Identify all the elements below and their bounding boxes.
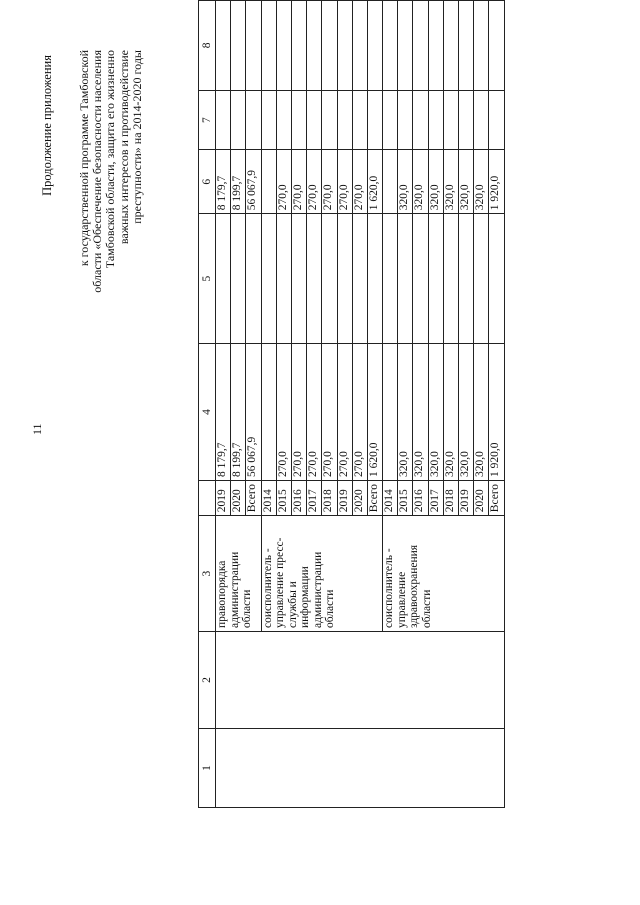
cell-col7 (443, 90, 458, 150)
value-cell: 8 199,7 (231, 150, 246, 214)
col-header-8: 8 (199, 1, 216, 91)
value-cell: 56 067,9 (246, 150, 261, 214)
total-cell: 320,0 (428, 344, 443, 481)
col-header-5: 5 (199, 214, 216, 344)
cell-col5 (216, 214, 231, 344)
year-cell: 2018 (443, 481, 458, 516)
cell-col5 (489, 214, 504, 344)
cell-col5 (443, 214, 458, 344)
cell-col5 (307, 214, 322, 344)
cell-col2 (216, 632, 505, 729)
executor-cell: соисполнитель - управление пресс-службы и информации администрации области (261, 516, 383, 632)
cell-col7 (352, 90, 367, 150)
col-header-4: 4 (199, 344, 216, 481)
cell-col8 (322, 1, 337, 91)
cell-col8 (231, 1, 246, 91)
col-header-1: 1 (199, 728, 216, 807)
total-cell: 8 179,7 (216, 344, 231, 481)
cell-col8 (216, 1, 231, 91)
cell-col7 (216, 90, 231, 150)
total-cell: 320,0 (443, 344, 458, 481)
cell-col5 (261, 214, 276, 344)
year-cell: 2018 (322, 481, 337, 516)
col-header-6: 6 (199, 150, 216, 214)
value-cell: 270,0 (337, 150, 352, 214)
year-cell: 2014 (383, 481, 398, 516)
total-cell (383, 344, 398, 481)
cell-col8 (246, 1, 261, 91)
cell-col5 (459, 214, 474, 344)
cell-col7 (307, 90, 322, 150)
cell-col8 (413, 1, 428, 91)
value-cell: 320,0 (459, 150, 474, 214)
cell-col8 (352, 1, 367, 91)
cell-col8 (276, 1, 291, 91)
appendix-caption: к государственной программе Тамбовской области «Обеспечение безопасности населения Тамбовской области, защита его жизненно важных интересов и противодействие преступности» на 2014-2020 годы (77, 50, 144, 293)
cell-col7 (398, 90, 413, 150)
cell-col7 (383, 90, 398, 150)
year-cell: 2017 (428, 481, 443, 516)
total-cell: 270,0 (352, 344, 367, 481)
cell-col5 (231, 214, 246, 344)
total-cell: 1 620,0 (367, 344, 382, 481)
total-cell: 270,0 (322, 344, 337, 481)
total-cell: 270,0 (337, 344, 352, 481)
col-header-7: 7 (199, 90, 216, 150)
table-row (216, 1, 231, 808)
cell-col5 (428, 214, 443, 344)
total-cell (261, 344, 276, 481)
year-cell: 2020 (352, 481, 367, 516)
cell-col5 (352, 214, 367, 344)
cell-col7 (367, 90, 382, 150)
year-cell: 2015 (398, 481, 413, 516)
cell-col5 (291, 214, 306, 344)
total-cell: 56 067,9 (246, 344, 261, 481)
cell-col5 (398, 214, 413, 344)
cell-col5 (383, 214, 398, 344)
value-cell: 320,0 (443, 150, 458, 214)
cell-col7 (291, 90, 306, 150)
appendix-title: Продолжение приложения (40, 55, 54, 196)
value-cell: 320,0 (474, 150, 489, 214)
value-cell: 320,0 (428, 150, 443, 214)
cell-col5 (322, 214, 337, 344)
col-header-year (199, 481, 216, 516)
cell-col7 (322, 90, 337, 150)
cell-col8 (443, 1, 458, 91)
year-cell: Всего (246, 481, 261, 516)
cell-col7 (474, 90, 489, 150)
year-cell: 2019 (216, 481, 231, 516)
year-cell: 2019 (337, 481, 352, 516)
value-cell (261, 150, 276, 214)
year-cell: 2020 (231, 481, 246, 516)
year-cell: 2016 (413, 481, 428, 516)
cell-col8 (367, 1, 382, 91)
total-cell: 320,0 (474, 344, 489, 481)
cell-col8 (459, 1, 474, 91)
cell-col8 (261, 1, 276, 91)
cell-col8 (383, 1, 398, 91)
executor-cell: правопорядка администрации области (216, 516, 262, 632)
cell-col5 (413, 214, 428, 344)
cell-col8 (489, 1, 504, 91)
cell-col5 (276, 214, 291, 344)
cell-col1 (216, 728, 505, 807)
cell-col8 (428, 1, 443, 91)
cell-col5 (337, 214, 352, 344)
cell-col7 (337, 90, 352, 150)
cell-col7 (246, 90, 261, 150)
cell-col5 (474, 214, 489, 344)
value-cell: 320,0 (398, 150, 413, 214)
cell-col7 (428, 90, 443, 150)
cell-col7 (231, 90, 246, 150)
year-cell: Всего (367, 481, 382, 516)
cell-col7 (276, 90, 291, 150)
budget-table (198, 0, 505, 808)
page-number: 11 (30, 423, 44, 435)
total-cell: 8 199,7 (231, 344, 246, 481)
total-cell: 320,0 (398, 344, 413, 481)
total-cell: 270,0 (291, 344, 306, 481)
year-cell: 2014 (261, 481, 276, 516)
year-cell: Всего (489, 481, 504, 516)
cell-col7 (489, 90, 504, 150)
col-header-3: 3 (199, 516, 216, 632)
value-cell: 270,0 (352, 150, 367, 214)
total-cell: 1 920,0 (489, 344, 504, 481)
cell-col8 (474, 1, 489, 91)
col-header-2: 2 (199, 632, 216, 729)
value-cell: 270,0 (322, 150, 337, 214)
year-cell: 2019 (459, 481, 474, 516)
value-cell: 8 179,7 (216, 150, 231, 214)
year-cell: 2015 (276, 481, 291, 516)
cell-col8 (337, 1, 352, 91)
total-cell: 320,0 (413, 344, 428, 481)
total-cell: 270,0 (276, 344, 291, 481)
executor-cell: соисполнитель - управление здравоохранения области (383, 516, 505, 632)
total-cell: 270,0 (307, 344, 322, 481)
value-cell: 270,0 (307, 150, 322, 214)
value-cell: 320,0 (413, 150, 428, 214)
cell-col5 (246, 214, 261, 344)
cell-col8 (398, 1, 413, 91)
cell-col7 (459, 90, 474, 150)
value-cell: 1 620,0 (367, 150, 382, 214)
value-cell (383, 150, 398, 214)
year-cell: 2017 (307, 481, 322, 516)
value-cell: 1 920,0 (489, 150, 504, 214)
column-number-row (199, 1, 216, 808)
year-cell: 2020 (474, 481, 489, 516)
value-cell: 270,0 (291, 150, 306, 214)
total-cell: 320,0 (459, 344, 474, 481)
cell-col8 (291, 1, 306, 91)
cell-col5 (367, 214, 382, 344)
value-cell: 270,0 (276, 150, 291, 214)
cell-col8 (307, 1, 322, 91)
year-cell: 2016 (291, 481, 306, 516)
cell-col7 (261, 90, 276, 150)
cell-col7 (413, 90, 428, 150)
